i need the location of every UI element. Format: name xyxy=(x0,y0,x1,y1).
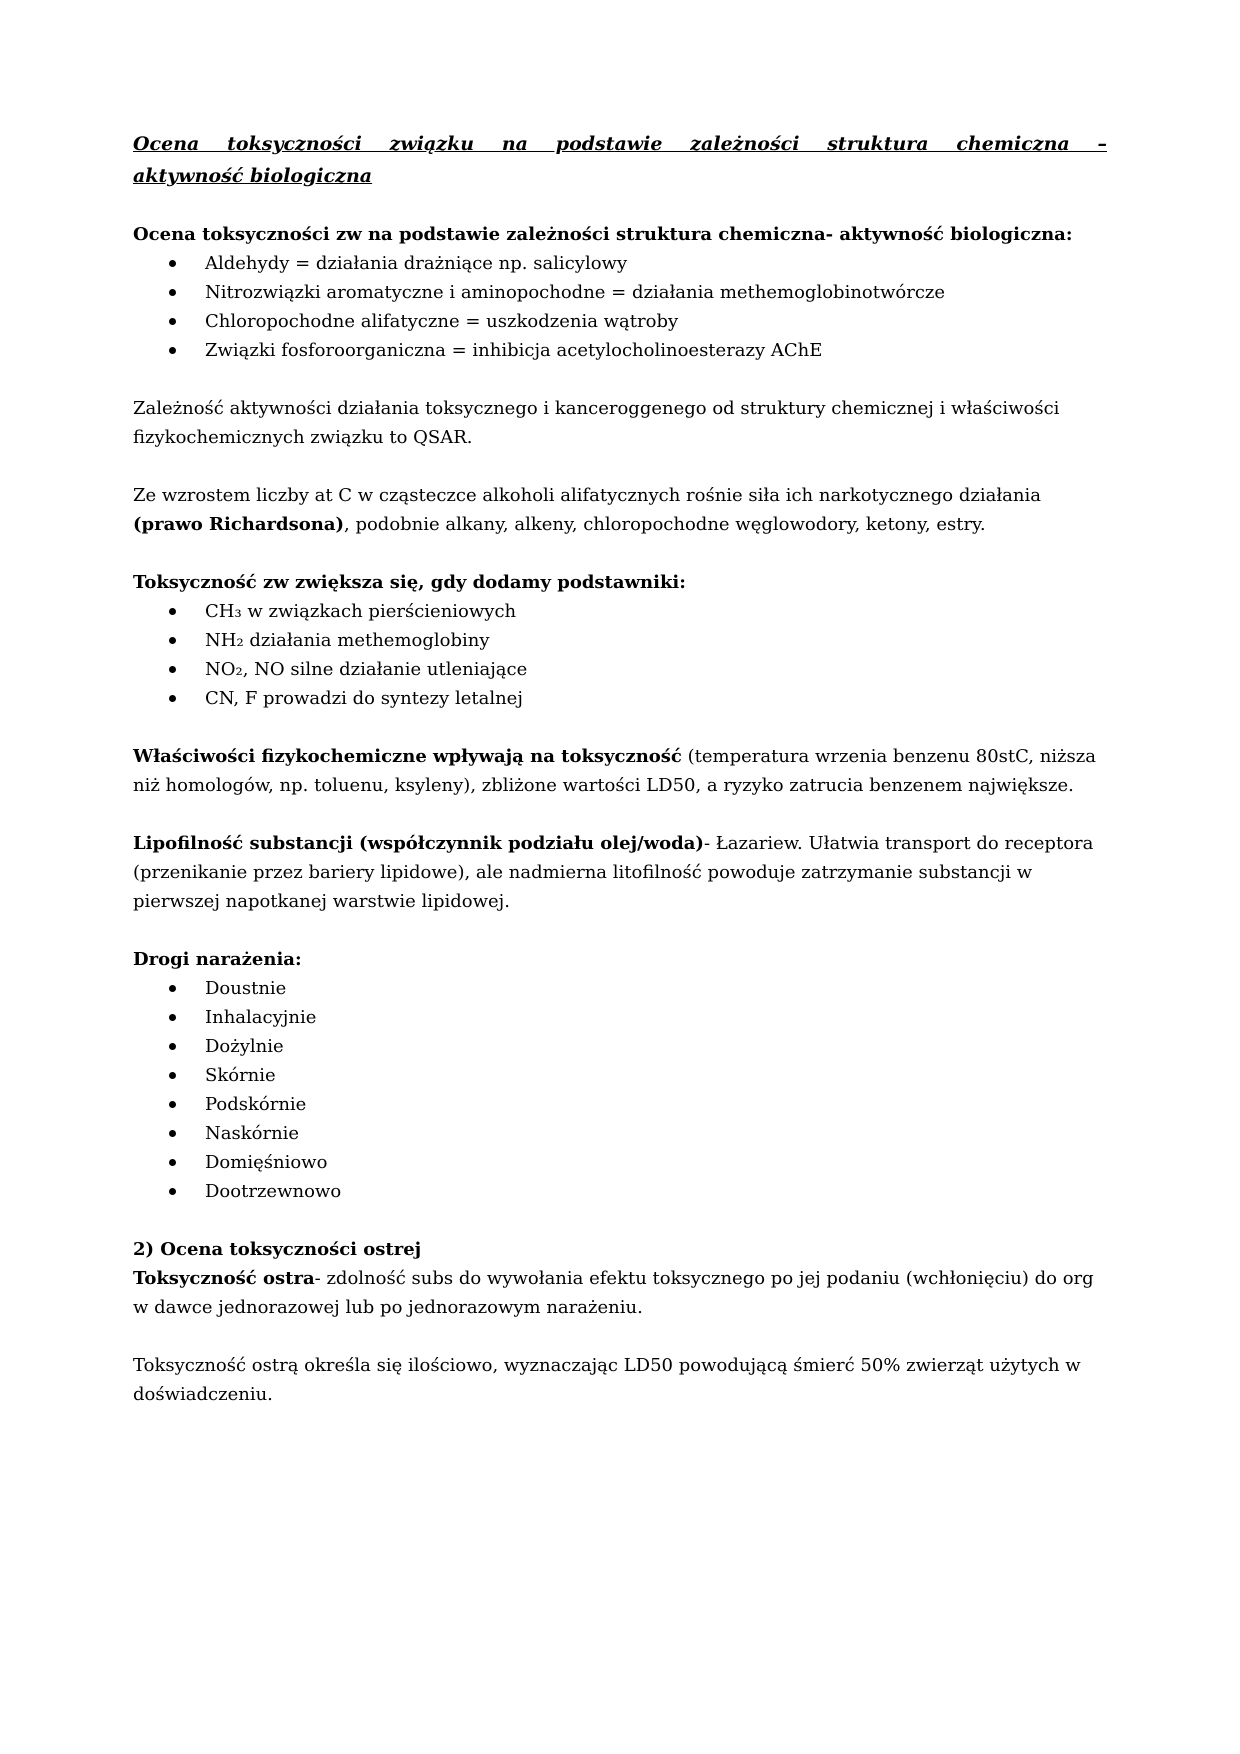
text-run: (temperatura wrzenia benzenu 80stC, niższa niż homologów, np. toluenu, ksyleny), zbliżone wartości LD50, a ryzyko zatrucia benzenem największe. xyxy=(133,746,1096,796)
list-item: NH₂ działania methemoglobiny xyxy=(133,626,1107,655)
list-item: Domięśniowo xyxy=(133,1148,1107,1177)
list-item: Naskórnie xyxy=(133,1119,1107,1148)
text-run-bold: (prawo Richardsona) xyxy=(133,514,344,535)
section2-heading: Toksyczność zw zwiększa się, gdy dodamy podstawniki: xyxy=(133,572,686,593)
section3-heading: Drogi narażenia: xyxy=(133,949,302,970)
title-line-2: aktywność biologiczna xyxy=(133,165,373,187)
paragraph-acute-toxicity xyxy=(133,1264,1107,1322)
list-item: Skórnie xyxy=(133,1061,1107,1090)
paragraph-qsar: Zależność aktywności działania toksycznego i kanceroggenego od struktury chemicznej i właściwości fizykochemicznych związku to QSAR. xyxy=(133,398,1060,448)
list-item: Podskórnie xyxy=(133,1090,1107,1119)
list-item: Aldehydy = działania drażniące np. salicylowy xyxy=(133,249,1107,278)
text-run: Ze wzrostem liczby at C w cząsteczce alkoholi alifatycznych rośnie siła ich narkotycznego działania xyxy=(133,485,1041,506)
paragraph-richardson xyxy=(133,481,1107,539)
document-title xyxy=(133,128,1107,192)
substituents-list xyxy=(133,597,1107,713)
section4-heading: 2) Ocena toksyczności ostrej xyxy=(133,1239,422,1260)
list-item: Nitrozwiązki aromatyczne i aminopochodne = działania methemoglobinotwórcze xyxy=(133,278,1107,307)
list-item: CN, F prowadzi do syntezy letalnej xyxy=(133,684,1107,713)
list-item: Związki fosforoorganiczna = inhibicja acetylocholinoesterazy AChE xyxy=(133,336,1107,365)
list-item: NO₂, NO silne działanie utleniające xyxy=(133,655,1107,684)
text-run: - Łazariew. Ułatwia transport do receptora (przenikanie przez bariery lipidowe), ale nadmierna litofilność powoduje zatrzymanie substancji w pierwszej napotkanej warstwie lipidowej. xyxy=(133,833,1094,912)
list-item: Dożylnie xyxy=(133,1032,1107,1061)
paragraph-physchem xyxy=(133,742,1107,800)
list-item: CH₃ w związkach pierścieniowych xyxy=(133,597,1107,626)
paragraph-ld50: Toksyczność ostrą określa się ilościowo, wyznaczając LD50 powodującą śmierć 50% zwierząt użytych w doświadczeniu. xyxy=(133,1355,1081,1405)
exposure-routes-list xyxy=(133,974,1107,1206)
list-item: Chloropochodne alifatyczne = uszkodzenia wątroby xyxy=(133,307,1107,336)
toxicity-structure-list xyxy=(133,249,1107,365)
paragraph-lipophilicity xyxy=(133,829,1107,916)
text-run-bold: Lipofilność substancji (współczynnik podziału olej/woda) xyxy=(133,833,704,854)
text-run-bold: Toksyczność ostra xyxy=(133,1268,315,1289)
section1-heading: Ocena toksyczności zw na podstawie zależności struktura chemiczna- aktywność biologiczna: xyxy=(133,224,1073,245)
text-run: - zdolność subs do wywołania efektu toksycznego po jej podaniu (wchłonięciu) do org w dawce jednorazowej lub po jednorazowym narażeniu. xyxy=(133,1268,1094,1318)
title-line-1: Ocena toksyczności związku na podstawie zależności struktura chemiczna – xyxy=(133,133,1107,155)
list-item: Dootrzewnowo xyxy=(133,1177,1107,1206)
list-item: Doustnie xyxy=(133,974,1107,1003)
list-item: Inhalacyjnie xyxy=(133,1003,1107,1032)
text-run: , podobnie alkany, alkeny, chloropochodne węglowodory, ketony, estry. xyxy=(344,514,986,535)
text-run-bold: Właściwości fizykochemiczne wpływają na toksyczność xyxy=(133,746,682,767)
